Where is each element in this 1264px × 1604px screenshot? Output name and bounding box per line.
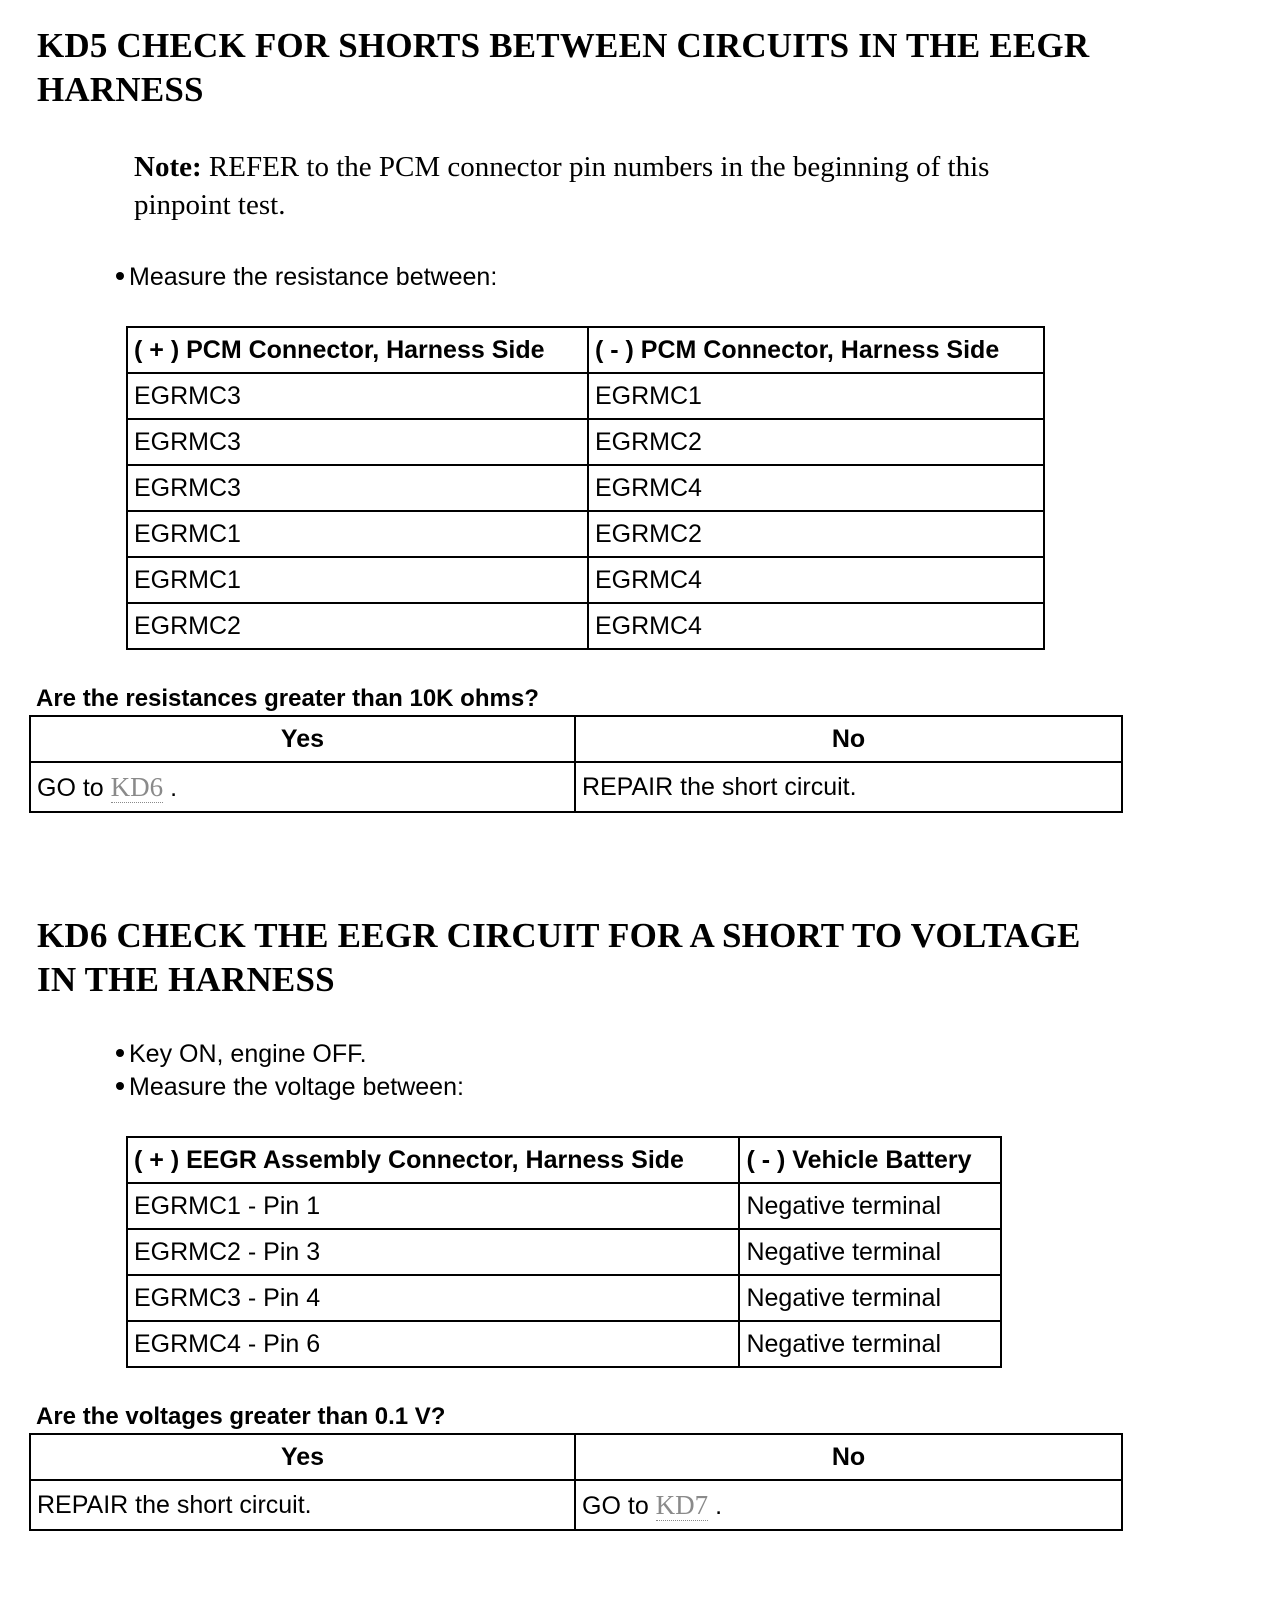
note-text-line2: pinpoint test. — [134, 189, 286, 221]
kd6-title-line1: KD6 CHECK THE EEGR CIRCUIT FOR A SHORT TO VOLTAGE — [37, 916, 1081, 955]
table-cell: EGRMC3 - Pin 4 — [127, 1275, 739, 1321]
kd6-link[interactable]: KD6 — [110, 771, 164, 802]
table-row — [127, 373, 1044, 419]
table-header: ( - ) Vehicle Battery — [739, 1137, 1001, 1183]
kd5-decision-table — [29, 715, 1123, 813]
kd6-question: Are the voltages greater than 0.1 V? — [36, 1403, 446, 1430]
bullet-icon — [116, 1049, 124, 1057]
no-suffix: . — [708, 1491, 723, 1520]
kd5-resistance-table — [126, 326, 1045, 650]
kd5-note — [134, 148, 1214, 224]
table-row — [127, 465, 1044, 511]
table-header-row — [30, 716, 1122, 762]
bullet-icon — [116, 272, 124, 280]
note-text-line1: REFER to the PCM connector pin numbers in the beginning of this — [201, 151, 990, 183]
table-row — [127, 1229, 1001, 1275]
table-row — [127, 511, 1044, 557]
yes-cell — [30, 762, 575, 812]
table-cell: Negative terminal — [739, 1321, 1001, 1367]
yes-cell: REPAIR the short circuit. — [30, 1480, 575, 1530]
table-row — [127, 1321, 1001, 1367]
table-cell: EGRMC3 — [127, 373, 588, 419]
list-item — [116, 1038, 464, 1071]
table-row — [127, 419, 1044, 465]
table-row — [127, 1183, 1001, 1229]
table-cell: EGRMC4 — [588, 465, 1044, 511]
table-row — [127, 557, 1044, 603]
yes-header: Yes — [30, 716, 575, 762]
table-cell: EGRMC1 — [127, 511, 588, 557]
no-cell: REPAIR the short circuit. — [575, 762, 1122, 812]
table-header: ( + ) EEGR Assembly Connector, Harness Side — [127, 1137, 739, 1183]
table-header-row — [127, 327, 1044, 373]
bullet-icon — [116, 1082, 124, 1090]
table-header-row — [30, 1434, 1122, 1480]
no-header: No — [575, 716, 1122, 762]
kd5-title — [37, 24, 1237, 112]
table-cell: EGRMC4 — [588, 603, 1044, 649]
table-header-row — [127, 1137, 1001, 1183]
table-cell: EGRMC2 — [127, 603, 588, 649]
table-cell: Negative terminal — [739, 1183, 1001, 1229]
table-cell: Negative terminal — [739, 1275, 1001, 1321]
table-header: ( - ) PCM Connector, Harness Side — [588, 327, 1044, 373]
kd5-bullet — [116, 261, 497, 294]
table-cell: EGRMC2 — [588, 419, 1044, 465]
table-cell: EGRMC1 - Pin 1 — [127, 1183, 739, 1229]
table-cell: EGRMC4 - Pin 6 — [127, 1321, 739, 1367]
table-cell: EGRMC2 - Pin 3 — [127, 1229, 739, 1275]
table-row — [127, 1275, 1001, 1321]
kd6-title — [37, 914, 1237, 1002]
kd6-title-line2: IN THE HARNESS — [37, 960, 335, 999]
table-row — [30, 762, 1122, 812]
table-cell: EGRMC1 — [588, 373, 1044, 419]
kd5-title-line2: HARNESS — [37, 70, 204, 109]
table-cell: EGRMC4 — [588, 557, 1044, 603]
table-cell: EGRMC2 — [588, 511, 1044, 557]
kd6-bullets — [116, 1038, 464, 1104]
kd5-title-line1: KD5 CHECK FOR SHORTS BETWEEN CIRCUITS IN THE EEGR — [37, 26, 1090, 65]
list-item — [116, 1071, 464, 1104]
kd5-bullet-text: Measure the resistance between: — [129, 263, 498, 291]
yes-prefix: GO to — [37, 773, 111, 802]
no-cell — [575, 1480, 1122, 1530]
kd6-voltage-table — [126, 1136, 1002, 1368]
note-label: Note: — [134, 151, 202, 183]
table-header: ( + ) PCM Connector, Harness Side — [127, 327, 588, 373]
no-header: No — [575, 1434, 1122, 1480]
yes-suffix: . — [163, 773, 178, 802]
table-cell: EGRMC1 — [127, 557, 588, 603]
table-cell: Negative terminal — [739, 1229, 1001, 1275]
table-row — [30, 1480, 1122, 1530]
table-cell: EGRMC3 — [127, 419, 588, 465]
no-prefix: GO to — [582, 1491, 656, 1520]
kd6-bullet-text: Measure the voltage between: — [129, 1073, 464, 1101]
kd7-link[interactable]: KD7 — [655, 1489, 709, 1520]
kd5-question: Are the resistances greater than 10K ohms? — [36, 685, 539, 712]
table-cell: EGRMC3 — [127, 465, 588, 511]
kd6-decision-table — [29, 1433, 1123, 1531]
kd6-bullet-text: Key ON, engine OFF. — [129, 1040, 367, 1068]
yes-header: Yes — [30, 1434, 575, 1480]
table-row — [127, 603, 1044, 649]
